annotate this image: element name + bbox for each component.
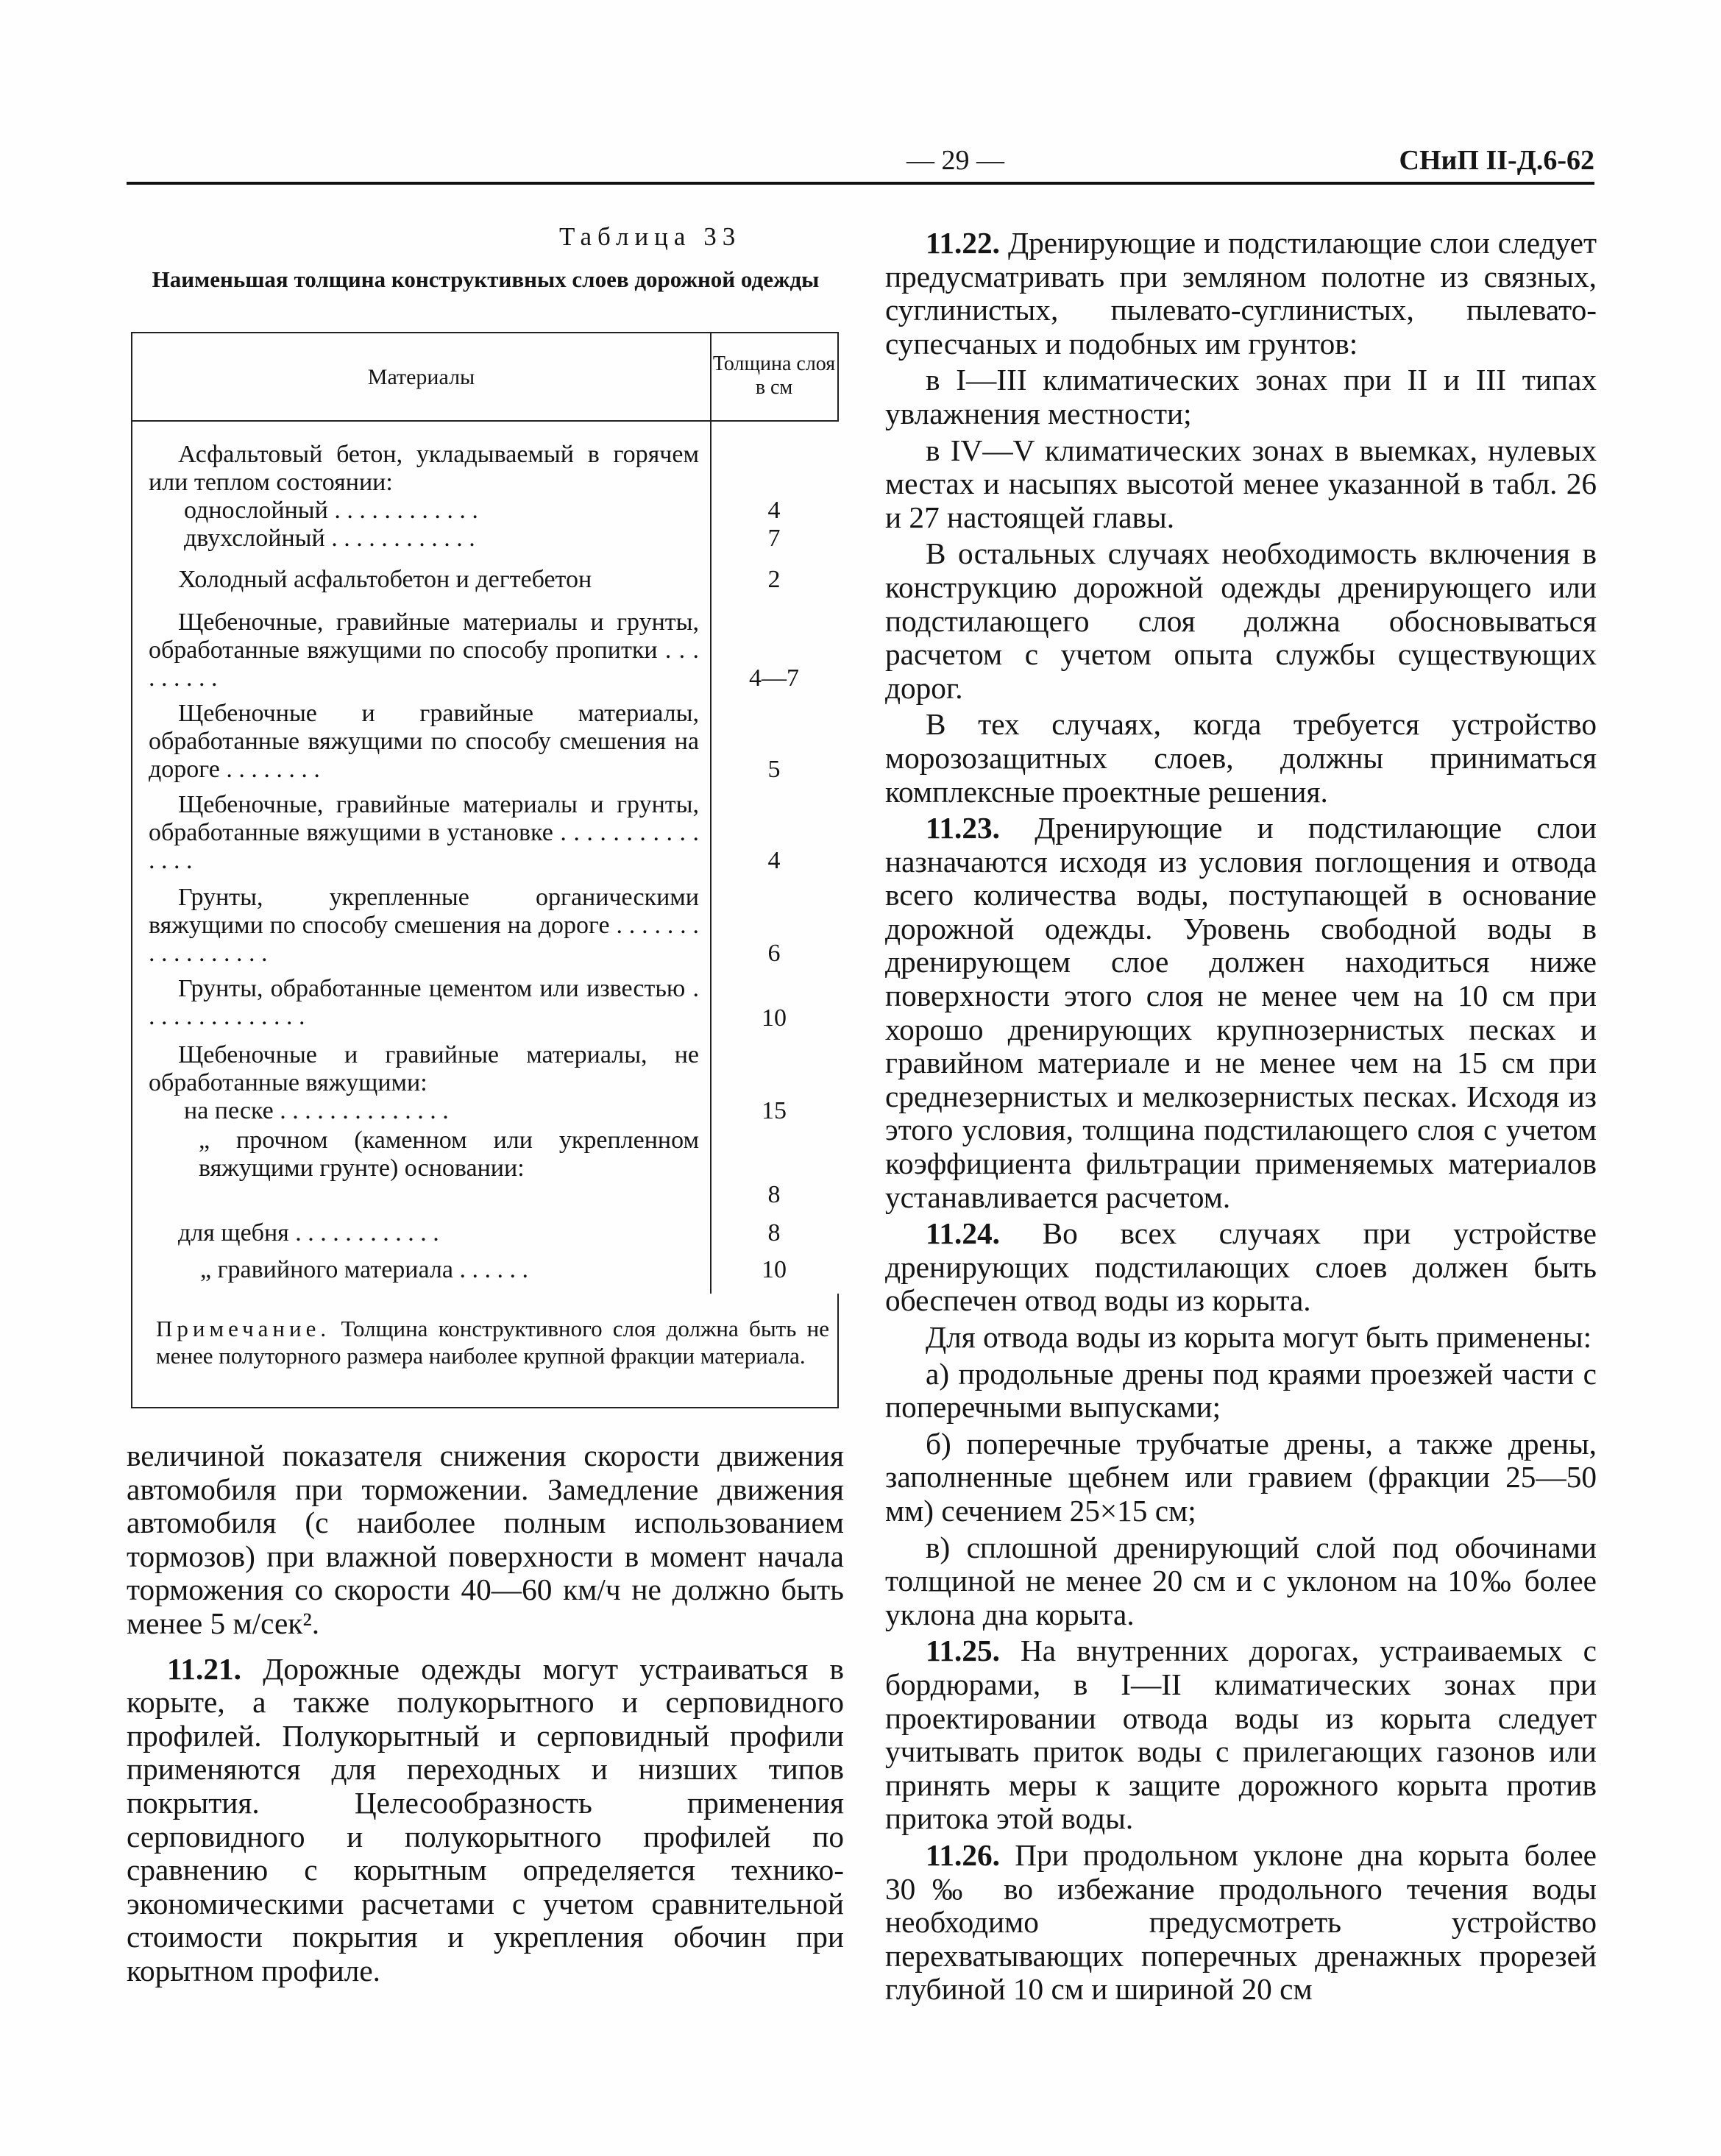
table-cell-value: 4 bbox=[767, 847, 781, 874]
table-cell-value: 4 bbox=[767, 497, 781, 524]
table-row: Щебеночные и гравийные материалы, не обработанные вяжущими: bbox=[149, 1041, 699, 1096]
table-cell-value: 5 bbox=[767, 756, 781, 783]
list-item: в) сплошной дренирующий слой под обочинами толщиной не менее 20 см и с уклоном на 10‰ более уклона дна корыта. bbox=[885, 1530, 1597, 1631]
paragraph-11-22-a: в I—III климатических зонах при II и III типах увлажнения местности; bbox=[885, 363, 1597, 430]
page-header bbox=[127, 144, 1594, 181]
table-row: двухслойный . . . . . . . . . . . . bbox=[184, 525, 475, 552]
right-column bbox=[885, 224, 1597, 2007]
document-code: СНиП II-Д.6-62 bbox=[1399, 145, 1594, 176]
paragraph-11-23: 11.23. Дренирующие и подстилающие слои назначаются исходя из условия поглощения и отвода всего количества воды, поступающей в основание дорожной одежды. Уровень свободной воды в дренирующем слое должен находиться ниже поверхности этого слоя не менее чем на 10 см при хорошо дренирующих крупнозернистых песках и гравийном материале и не менее чем на 15 см при среднезернистых и мелкозернистых песках. Исходя из этого условия, толщина подстилающего слоя с учетом коэффициента фильтрации применяемых материалов устанавливается расчетом. bbox=[885, 811, 1597, 1214]
table-cell-value: 15 bbox=[762, 1097, 787, 1124]
table-row: Грунты, обработанные цементом или известью . . . . . . . . . . . . . . bbox=[149, 975, 699, 1030]
table-caption: Таблица 33 bbox=[559, 222, 742, 251]
table-cell-value: 4—7 bbox=[749, 664, 799, 692]
paragraph-11-22-b: в IV—V климатических зонах в выемках, нулевых местах и насыпях высотой менее указанной в табл. 26 и 27 настоящей главы. bbox=[885, 433, 1597, 534]
header-rule bbox=[127, 182, 1594, 185]
paragraph-11-22-d: В тех случаях, когда требуется устройство морозозащитных слоев, должны приниматься комплексные проектные решения. bbox=[885, 707, 1597, 809]
table-title: Наименьшая толщина конструктивных слоев дорожной одежды bbox=[152, 266, 820, 292]
table-cell-value: 10 bbox=[762, 1004, 787, 1032]
note-label: Примечание. bbox=[156, 1316, 331, 1341]
table-note bbox=[156, 1315, 829, 1369]
paragraph-11-24-b: Для отвода воды из корыта могут быть применены: bbox=[926, 1320, 1592, 1354]
list-item: а) продольные дрены под краями проезжей части с поперечными выпусками; bbox=[885, 1356, 1597, 1425]
table-row: Асфальтовый бетон, укладываемый в горячем или теплом состоянии: bbox=[149, 441, 699, 496]
column-header-thickness: Толщина слоя в см bbox=[712, 352, 836, 399]
table-row: Щебеночные, гравийные материалы и грунты, обработанные вяжущими в установке . . . . . . . . . . . . . . . bbox=[149, 791, 699, 874]
paragraph-11-22: 11.22. Дренирующие и подстилающие слои следует предусматривать при земляном полотне из связных, суглинистых, пылевато-суглинистых, пылевато-супесчаных и подобных им грунтов: bbox=[885, 226, 1597, 361]
paragraph-11-22-c: В остальных случаях необходимость включения в конструкцию дорожной одежды дренирующего или подстилающего слоя должна обосновываться расчетом с учетом опыта службы существующих дорог. bbox=[885, 536, 1597, 705]
paragraph-11-25: 11.25. На внутренних дорогах, устраиваемых с бордюрами, в I—II климатических зонах при проектировании отвода воды из корыта следует учитывать приток воды с прилегающих газонов или принять меры к защите дорожного корыта против притока этой воды. bbox=[885, 1634, 1597, 1836]
table-cell-value: 8 bbox=[767, 1181, 781, 1208]
paragraph-11-24: 11.24. Во всех случаях при устройстве дренирующих подстилающих слоев должен быть обеспечен отвод воды из корыта. bbox=[885, 1216, 1597, 1318]
paragraph-11-21: 11.21. Дорожные одежды могут устраиваться в корыте, а также полукорытного и серповидного профилей. Полукорытный и серповидный профили применяются для переходных и низших типов покрытия. Целесообразность применения серповидного и полукорытного профилей по сравнению с корытным определяется технико-экономическими расчетами с учетом сравнительной стоимости покрытия и укрепления обочин при корытном профиле. bbox=[127, 1651, 844, 1987]
table-cell-value: 10 bbox=[762, 1256, 787, 1283]
left-column bbox=[127, 1439, 844, 1988]
table-row: на песке . . . . . . . . . . . . . . bbox=[184, 1097, 449, 1124]
table-row: Холодный асфальтобетон и дегтебетон bbox=[178, 566, 592, 593]
table-row: „ гравийного материала . . . . . . bbox=[200, 1256, 528, 1283]
table-row: Грунты, укрепленные органическими вяжущими по способу смешения на дороге . . . . . . . . . . . . . . . . . bbox=[149, 884, 699, 967]
page-number: — 29 — bbox=[906, 145, 1004, 176]
table-cell-value: 6 bbox=[767, 940, 781, 967]
table-row: для щебня . . . . . . . . . . . . bbox=[178, 1219, 439, 1247]
table-row: однослойный . . . . . . . . . . . . bbox=[184, 497, 478, 524]
table-cell-value: 2 bbox=[767, 566, 781, 593]
column-header-materials: Материалы bbox=[367, 365, 475, 389]
table-row: „ прочном (каменном или укрепленном вяжущими грунте) основании: bbox=[199, 1127, 699, 1182]
paragraph-continuation: величиной показателя снижения скорости движения автомобиля при торможении. Замедление движения автомобиля (с наиболее полным использованием тормозов) при влажной поверхности в момент начала торможения со скорости 40—60 км/ч не должно быть менее 5 м/сек². bbox=[127, 1439, 844, 1640]
thickness-table bbox=[131, 332, 840, 1294]
table-cell-value: 7 bbox=[767, 525, 781, 552]
list-item: б) поперечные трубчатые дрены, а также дрены, заполненные щебнем или гравием (фракции 25—50 мм) сечением 25×15 см; bbox=[885, 1426, 1597, 1528]
table-cell-value: 8 bbox=[767, 1219, 781, 1247]
table-row: Щебеночные и гравийные материалы, обработанные вяжущими по способу смешения на дороге . . . . . . . . bbox=[149, 700, 699, 783]
note-text: Толщина конструктивного слоя должна быть не менее полуторного размера наиболее крупной фракции материала. bbox=[156, 1316, 830, 1369]
paragraph-11-26: 11.26. При продольном уклоне дна корыта более 30‰ во избежание продольного течения воды необходимо предусмотреть устройство перехватывающих поперечных дренажных прорезей глубиной 10 см и шириной 20 см bbox=[885, 1837, 1597, 2007]
table-row: Щебеночные, гравийные материалы и грунты, обработанные вяжущими по способу пропитки . . . . . . . . . bbox=[149, 609, 699, 692]
